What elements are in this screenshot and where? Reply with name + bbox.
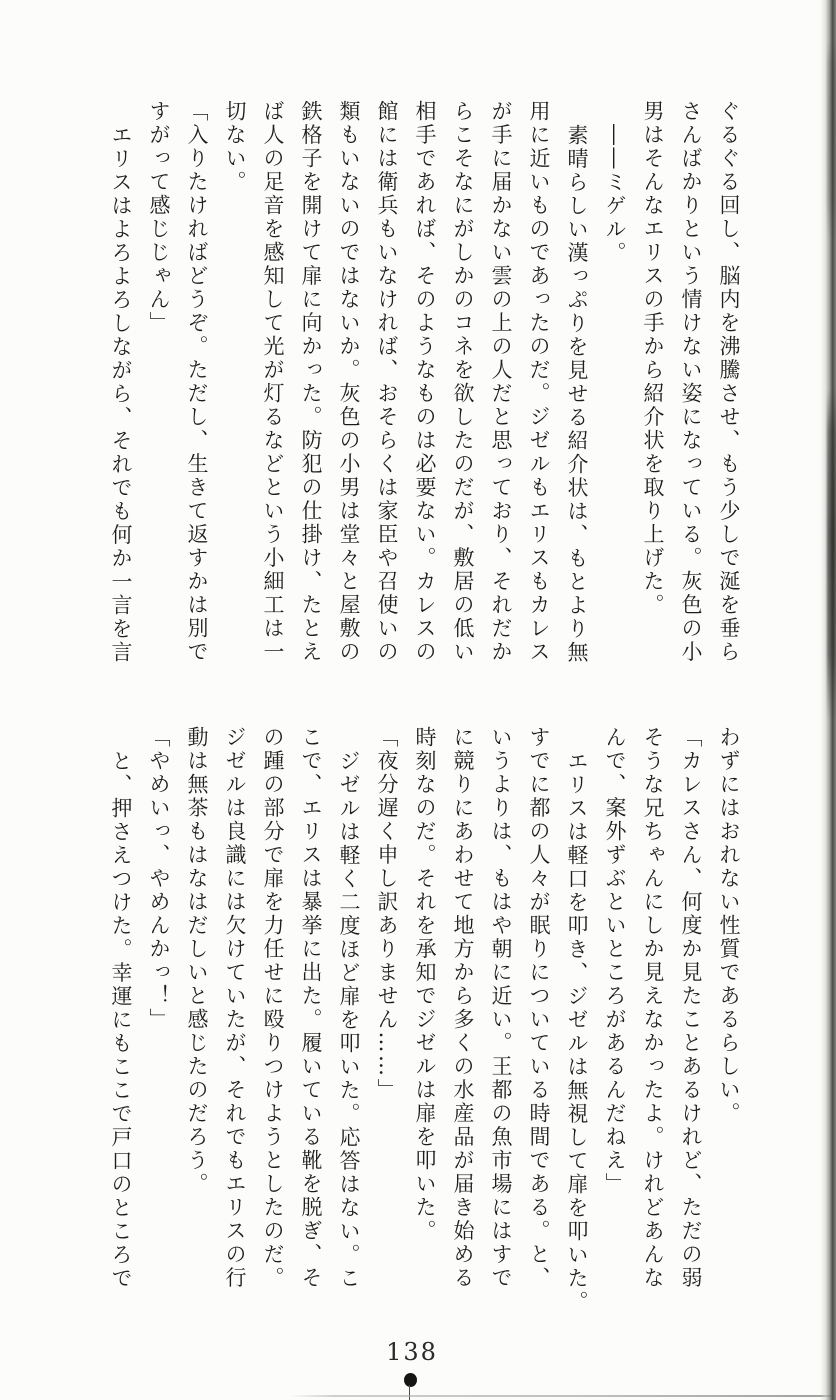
text-column: エリスはよろよろしながら、それでも何か一言を言 (109, 123, 133, 664)
text-column: 時刻なのだ。それを承知でジゼルは扉を叩いた。 (413, 726, 437, 1243)
text-column: 「カレスさん、何度か見たことあるけれど、ただの弱 (679, 726, 703, 1290)
text-column: ジゼルは軽く二度ほど扉を叩いた。応答はない。こ (337, 749, 361, 1290)
binding-dot-mark (404, 1373, 417, 1387)
text-column: すがって感じじゃん」 (147, 100, 171, 335)
text-column: 動は無茶もはなはだしいと感じたのだろう。 (185, 726, 209, 1196)
text-column: さんばかりという情けない姿になっている。灰色の小 (679, 100, 703, 664)
text-column: ――ミゲル。 (603, 123, 627, 265)
scan-edge-smudge (827, 40, 836, 240)
text-column: 相手であれば、そのようなものは必要ない。カレスの (413, 100, 437, 664)
page-number: 138 (386, 1338, 438, 1366)
text-column: が手に届かない雲の上の人だと思っており、それだか (489, 100, 513, 664)
text-column: 「入りたければどうぞ。ただし、生きて返すかは別で (185, 100, 209, 664)
text-column: 類もいないのではないか。灰色の小男は堂々と屋敷の (337, 100, 361, 664)
text-column: の踵の部分で扉を力任せに殴りつけようとしたのだ。 (261, 726, 285, 1290)
text-column: 男はそんなエリスの手から紹介状を取り上げた。 (641, 100, 665, 617)
text-column: わずにはおれない性質であるらしい。 (717, 726, 741, 1126)
text-column: 用に近いものであったのだ。ジゼルもエリスもカレス (527, 100, 551, 664)
text-column: ば人の足音を感知して光が灯るなどという小細工は一 (261, 100, 285, 664)
text-column: そうな兄ちゃんにしか見えなかったよ。けれどあんな (641, 726, 665, 1290)
text-column: と、押さえつけた。幸運にもここで戸口のところで (109, 749, 133, 1290)
text-column: んで、案外ずぶといところがあるんだねえ」 (603, 726, 627, 1196)
text-column: らこそなにがしかのコネを欲したのだが、敷居の低い (451, 100, 475, 664)
text-column: エリスは軽口を叩き、ジゼルは無視して扉を叩いた。 (565, 749, 589, 1314)
text-column: いうよりは、もはや朝に近い。王都の魚市場にはすで (489, 726, 513, 1290)
text-column: 「夜分遅く申し訳ありません……」 (375, 726, 399, 1102)
text-column: すでに都の人々が眠りについている時間である。と、 (527, 726, 551, 1290)
text-column: に競りにあわせて地方から多くの水産品が届き始める (451, 726, 475, 1290)
binding-mark-tail (409, 1385, 410, 1400)
text-column: 「やめいっ、やめんかっ！」 (147, 726, 171, 1032)
upper-text-block (102, 100, 748, 672)
text-column: ジゼルは良識には欠けていたが、それでもエリスの行 (223, 726, 247, 1290)
text-column: 素晴らしい漢っぷりを見せる紹介状は、もとより無 (565, 123, 589, 664)
text-column: 鉄格子を開けて扉に向かった。防犯の仕掛け、たとえ (299, 100, 323, 664)
text-column: 切ない。 (223, 100, 247, 194)
text-column: ぐるぐる回し、脳内を沸騰させ、もう少しで涎を垂ら (717, 100, 741, 664)
text-column: 館には衛兵もいなければ、おそらくは家臣や召使いの (375, 100, 399, 664)
scan-artifact-footer-line (290, 1395, 836, 1397)
scan-edge-smudge (827, 390, 836, 720)
text-column: こで、エリスは暴挙に出た。履いている靴を脱ぎ、そ (299, 726, 323, 1290)
lower-text-block (102, 726, 748, 1314)
